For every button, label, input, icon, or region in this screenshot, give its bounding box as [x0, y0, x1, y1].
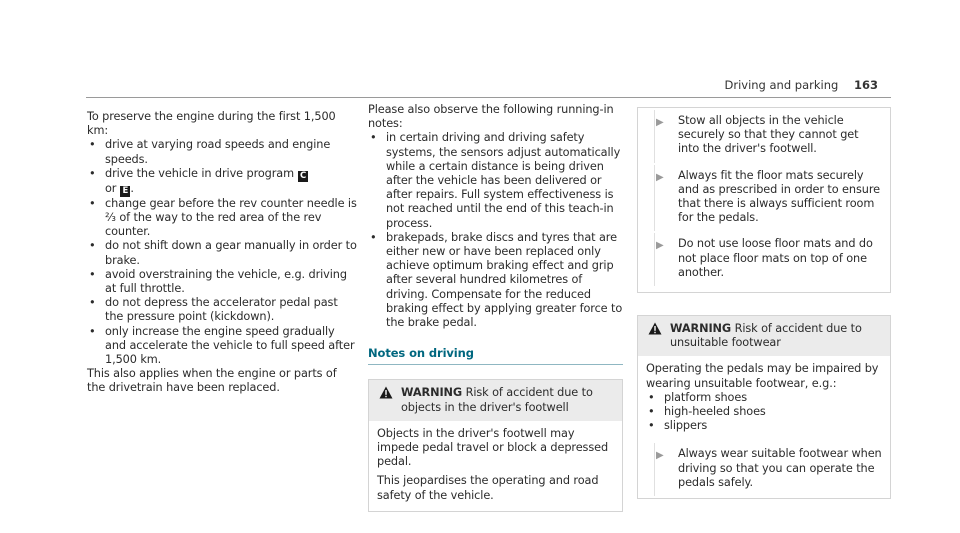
warning-paragraph: Objects in the driver's footwell may impede pedal travel or block a depressed pedal. [377, 426, 609, 469]
bullet-icon: • [648, 390, 655, 404]
list-item [87, 239, 357, 267]
step-text: Do not use loose floor mats and do not place floor mats on top of one another. [678, 237, 873, 279]
bullet-icon: • [89, 267, 96, 281]
step-arrow-icon: ▶ [656, 450, 664, 462]
or-text: or [105, 181, 117, 195]
list-item-text: brakepads, brake discs and tyres that are either new or have been replaced only achieve optimum braking effect and grip after several hundred kilometres of driving. Compensate for the reduced braking effect by applying greater force to the brake pedal. [386, 230, 623, 330]
warning-triangle-icon [648, 322, 662, 335]
warning-label: WARNING [670, 322, 732, 336]
step-text: Always wear suitable footwear when driving so that you can operate the pedals safely. [678, 447, 882, 489]
list-item [646, 391, 882, 405]
step-bar [654, 443, 655, 496]
step-bar [654, 233, 655, 286]
list-item: • drive the vehicle in drive program C or E . [89, 166, 307, 196]
list-item [87, 296, 357, 324]
bullet-icon: • [370, 131, 377, 145]
warning-body [369, 421, 622, 511]
page-number: 163 [853, 78, 878, 92]
step-arrow-icon: ▶ [656, 117, 664, 128]
list-item [368, 231, 623, 330]
warning-header [369, 380, 622, 420]
warning-box-footwell [368, 379, 623, 511]
bullet-icon: • [89, 138, 96, 152]
list-item [87, 197, 357, 240]
list-item-text: do not shift down a gear manually in order to brake. [105, 239, 357, 267]
warning-header [638, 316, 890, 356]
list-item-text: high-heeled shoes [664, 405, 766, 419]
bullet-icon: • [89, 296, 96, 310]
list-item-text: drive the vehicle in drive program [105, 166, 295, 180]
drive-program-c-icon: C [299, 170, 307, 181]
step-bar [654, 110, 655, 163]
warning-label: WARNING [401, 386, 463, 400]
warning-box-footwear [637, 315, 891, 499]
running-in-intro: To preserve the engine during the first 1,500 km: [87, 110, 336, 138]
step-bar [654, 165, 655, 232]
list-item [646, 405, 882, 419]
drive-program-e-icon: E [120, 186, 130, 197]
running-in-outro: This also applies when the engine or parts of the drivetrain have been replaced. [87, 367, 337, 395]
running-in-notes-list [368, 131, 623, 330]
list-item-text: drive at varying road speeds and engine speeds. [105, 138, 331, 166]
running-in-notes-intro: Please also observe the following running-in notes: [368, 103, 614, 131]
page-header [724, 78, 878, 92]
section-rule [368, 364, 623, 365]
list-item-text: slippers [664, 419, 708, 433]
footwear-list [646, 391, 882, 434]
column-2 [368, 103, 623, 512]
header-rule [86, 97, 891, 98]
instruction-step [646, 169, 882, 226]
step-text: Stow all objects in the vehicle securely so that they cannot get into the driver's footwell. [678, 114, 859, 156]
step-arrow-icon: ▶ [656, 171, 664, 183]
list-item-text: in certain driving and driving safety systems, the sensors adjust automatically while a certain distance is being driven after the vehicle has been delivered or after repairs. Full system effectiveness is not reached until the end of this teach-in process. [386, 131, 621, 230]
warning-paragraph: This jeopardises the operating and road safety of the vehicle. [377, 474, 599, 502]
warning-title: Risk of accident due to objects in the driver's footwell [401, 386, 593, 414]
instruction-box [637, 107, 891, 293]
list-item [368, 131, 623, 230]
column-3 [637, 107, 891, 499]
section-name: Driving and parking [724, 78, 839, 92]
list-item [646, 419, 882, 433]
list-item [87, 268, 357, 296]
warning-body [638, 356, 890, 498]
bullet-icon: • [89, 166, 96, 180]
instruction-step [646, 114, 882, 157]
list-item-text: only increase the engine speed gradually and accelerate the vehicle to full speed after 1,500 km. [105, 324, 355, 367]
step-arrow-icon: ▶ [656, 240, 664, 252]
warning-title: Risk of accident due to unsuitable footwear [670, 322, 862, 350]
list-item [87, 325, 357, 368]
bullet-icon: • [648, 405, 655, 419]
list-item-text: do not depress the accelerator pedal past the pressure point (kickdown). [105, 296, 338, 324]
bullet-icon: • [648, 419, 655, 433]
step-text: Always fit the floor mats securely and as prescribed in order to ensure that there is always sufficient room for the pedals. [678, 168, 880, 225]
list-item-text: platform shoes [664, 390, 747, 404]
list-item-text: change gear before the rev counter needle is ⅔ of the way to the red area of the rev counter. [105, 196, 357, 239]
bullet-icon: • [370, 230, 377, 244]
instruction-step [646, 447, 882, 490]
section-title: Notes on driving [368, 346, 474, 361]
warning-triangle-icon [379, 386, 393, 399]
instruction-step [646, 237, 882, 280]
bullet-icon: • [89, 324, 96, 338]
bullet-icon: • [89, 196, 96, 210]
warning-paragraph: Operating the pedals may be impaired by wearing unsuitable footwear, e.g.: [646, 362, 879, 390]
list-item-text: avoid overstraining the vehicle, e.g. driving at full throttle. [105, 267, 347, 296]
list-item [87, 138, 357, 166]
bullet-icon: • [89, 239, 96, 253]
column-1 [87, 110, 357, 396]
running-in-list [87, 138, 357, 367]
